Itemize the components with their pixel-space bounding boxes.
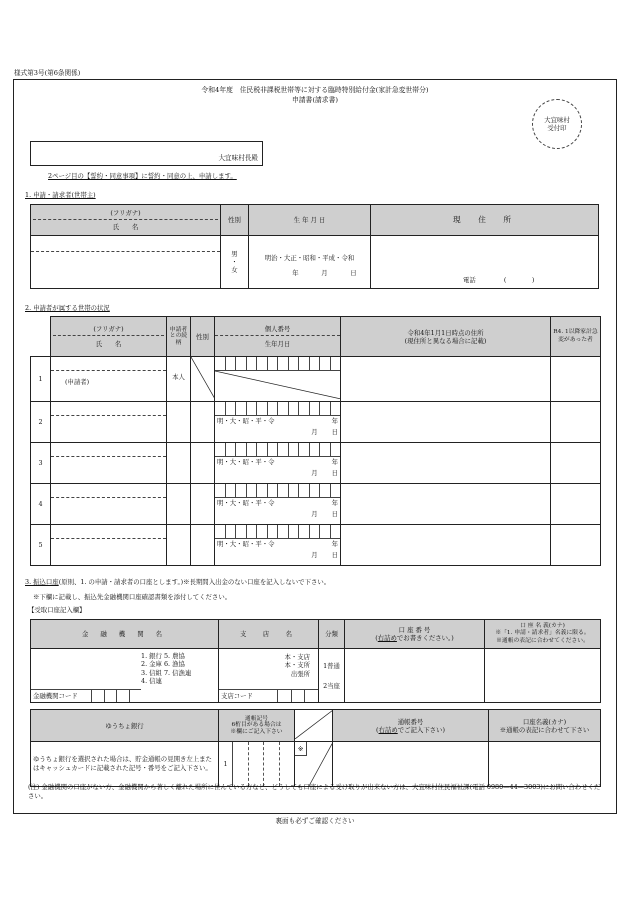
section3-note: ※下欄に記載し、振込先金融機関口座確認書類を添付してください。 [33,593,232,601]
sex-male: 男 [231,250,238,258]
passbook-number-note-b: でご記入下さい [397,725,443,734]
year-unit: 年 [292,268,299,277]
month-unit: 月 [321,268,328,277]
bank-type-4: 4. 信連 [141,676,162,685]
sex-sep: ・ [231,258,238,266]
personal-number-cell[interactable] [215,525,341,566]
hh-dob-label: 生年月日 [264,340,291,348]
relation-cell[interactable] [167,525,191,566]
hh-name-cell[interactable] [51,484,167,525]
era-short: 明・大・昭・平・令 [217,417,275,425]
dob-header: 生 年 月 日 [249,205,371,236]
diagonal-slash [191,357,215,399]
hh-sex-cell[interactable] [191,525,215,566]
passbook-note1: 6桁目がある場合は [231,722,282,729]
self-label: 本人 [167,357,191,402]
passbook-code-label: 通帳記号 [244,715,269,722]
day-unit: 日 [331,428,338,436]
applicant-sex-cell[interactable] [221,236,249,289]
branch-type-2: 本・支所 [284,661,310,670]
personal-number-cell[interactable] [215,443,341,484]
relation-cell[interactable] [167,484,191,525]
row-number: 2 [31,402,51,443]
account-number-header: 口 座 番 号 (右詰めでお書きください。) [345,620,485,649]
hh-address-cell[interactable] [341,525,551,566]
row-number: 5 [31,525,51,566]
section2-heading: 2. 申請者が属する世帯の状況 [25,304,110,312]
hh-name-cell[interactable] [51,402,167,443]
hh-address-cell[interactable] [341,484,551,525]
reception-stamp [532,99,582,149]
era-short: 明・大・昭・平・令 [217,499,275,507]
account-number-label: 口 座 番 号 [398,626,431,634]
type-cell[interactable] [319,649,345,703]
phone-label: 電話 [463,276,476,284]
r4-cell[interactable] [551,402,601,443]
code-first-digit: 1 [219,742,233,786]
hh-address-cell[interactable] [341,402,551,443]
hh-address-line2: (現住所と異なる場合に記載) [404,336,487,345]
row-number: 1 [31,357,51,402]
class-ordinary: 1普通 [323,661,340,670]
month-unit: 月 [311,469,318,477]
branch-type-1: 本・支店 [284,653,310,661]
form-subtitle: 申請書(請求書) [291,96,339,104]
relation-header: 申請者との続柄 [167,317,191,357]
code-mark-cell[interactable] [295,742,333,787]
hh-address-header [341,317,551,357]
yucho-table [30,709,601,787]
section3-subheading: 【受取口座記入欄】 [28,606,86,614]
table-row [31,402,601,443]
era-short: 明・大・昭・平・令 [217,458,275,466]
table-row [31,484,601,525]
section3-heading [25,578,330,586]
hh-name-cell[interactable] [51,443,167,484]
bank-code-label: 金融機関コード [33,692,78,700]
relation-cell[interactable] [167,443,191,484]
hh-sex-cell[interactable] [191,402,215,443]
hh-address-cell[interactable] [341,357,551,402]
holder-note1: ※「1. 申請・請求者」名義に限る。 [495,630,590,637]
holder-note2: ※通帳の表記に合わせてください。 [496,637,589,644]
personal-number-cell[interactable] [215,402,341,443]
household-table [30,316,601,566]
hh-furigana-label: (フリガナ) [53,325,164,336]
hh-name-cell[interactable] [51,357,167,402]
day-unit: 日 [331,510,338,518]
yucho-holder-cell[interactable] [489,742,601,787]
holder-name-label: 口 座 名 義(カナ) [520,623,565,630]
form-title: 令和4年度 住民税非課税世帯等に対する臨時特別給付金(家計急変世帯分) [201,86,429,94]
table-row [31,357,601,402]
passbook-code-header [219,710,295,742]
hh-name-header [51,317,167,357]
passbook-number-label: 通帳番号 [397,717,424,726]
passbook-note2: ※欄にご記入下さい [230,728,283,735]
hh-sex-cell[interactable] [191,443,215,484]
month-unit: 月 [311,428,318,436]
bank-name-cell[interactable] [31,649,219,703]
applicant-address-cell[interactable] [371,236,599,289]
r4-cell[interactable] [551,443,601,484]
stamp-line2: 受付印 [547,124,567,132]
account-note-a: 右詰め [377,634,397,642]
row-number: 3 [31,443,51,484]
name-label: 氏 名 [112,223,139,231]
form-number: 様式第3号(第6条関係) [14,69,81,77]
yucho-holder-header [489,710,601,742]
day-unit: 日 [331,469,338,477]
bank-table [30,619,601,703]
bank-type-2: 2. 金庫 6. 漁協 [141,660,185,669]
yucho-holder-note: ※通帳の表記に合わせて下さい [499,725,590,734]
sex-female: 女 [231,266,238,274]
branch-name-cell[interactable] [219,649,319,703]
branch-code-label: 支店コード [221,692,253,700]
day-unit: 日 [350,268,357,277]
month-unit: 月 [311,510,318,518]
year-unit: 年 [331,417,338,425]
bank-name-header: 金 融 機 関 名 [31,620,219,649]
applicant-dob-cell[interactable] [249,236,371,289]
applicant-name-cell[interactable] [31,236,221,289]
passbook-code-cell[interactable] [219,742,295,787]
r4-cell[interactable] [551,525,601,566]
row-number: 4 [31,484,51,525]
applicant-table [30,204,599,289]
addressee-box [30,141,263,166]
year-unit: 年 [331,458,338,466]
class-current: 2当座 [323,681,340,690]
year-unit: 年 [331,540,338,548]
diagonal-slash [215,371,341,399]
diagonal-slash [295,710,333,739]
furigana-label: (フリガナ) [33,209,218,220]
addressee: 大宜味村長殿 [218,153,258,162]
table-row [31,443,601,484]
hh-name-label: 氏 名 [95,340,122,348]
footnote: (注) 金融機関の口座がない方、金融機関から著しく離れた場所に住んでいる方など、どうしても口座による受け取りが出来ない方は、大宜味村住民福祉課(電話 0980—44—3003)にお問い合わせください。 [28,783,601,801]
diagonal-slash [295,742,333,786]
pledge-text: 2ページ目の【誓約・同意事項】に誓約・同意の上、申請します。 [48,172,237,180]
holder-name-cell[interactable] [485,649,601,703]
yucho-instruction: ゆうちょ銀行を選択された場合は、貯金通帳の見開き左上またはキャッシュカードに記載された記号・番号をご記入下さい。 [31,742,219,787]
hh-sex-header: 性別 [191,317,215,357]
yucho-holder-label: 口座名義(カナ) [522,717,567,726]
section3-heading-a: 3. 振込口座 [25,578,59,586]
account-number-cell[interactable] [345,649,485,703]
hh-address-line1: 令和4年1月1日時点の住所 [407,328,484,337]
back-note: 裏面も必ずご確認ください [275,817,355,825]
era-short: 明・大・昭・平・令 [217,540,275,548]
bank-type-1: 1. 銀行 5. 農協 [141,652,185,660]
era-options: 明治・大正・昭和・平成・令和 [264,253,355,262]
stamp-line1: 大宜味村 [544,116,570,124]
type-header: 分類 [319,620,345,649]
table-row [31,525,601,566]
branch-name-header: 支 店 名 [219,620,319,649]
year-unit: 年 [331,499,338,507]
section3-heading-b: (原則、1. の申請・請求者の口座とします。)※長期間入出金のない口座を記入しないで下さい。 [58,578,331,586]
relation-cell[interactable] [167,402,191,443]
account-note-b: でお書きください。 [396,634,452,642]
personal-number-cell[interactable] [215,357,341,402]
r4-cell[interactable] [551,484,601,525]
day-unit: 日 [331,551,338,559]
branch-type-3: 出張所 [290,669,310,678]
r4-header: R4. 1以降家計急変があった者 [551,317,601,357]
applicant-label: (申請者) [65,378,90,386]
applicant-name-header [31,205,221,236]
section1-heading: 1. 申請・請求者(世帯主) [25,191,96,199]
personal-number-header [215,317,341,357]
r4-cell[interactable] [551,357,601,402]
slash-cell [295,710,333,742]
month-unit: 月 [311,551,318,559]
passbook-number-note-a: 右詰め [378,725,398,734]
passbook-number-cell[interactable] [333,742,489,787]
hh-name-cell[interactable] [51,525,167,566]
hh-sex-cell[interactable] [191,484,215,525]
sex-header: 性別 [221,205,249,236]
hh-address-cell[interactable] [341,443,551,484]
code-mark: ※ [295,742,307,756]
personal-number-cell[interactable] [215,484,341,525]
hh-sex-cell [191,357,215,402]
passbook-number-header: 通帳番号 (右詰めでご記入下さい) [333,710,489,742]
personal-number-label: 個人番号 [215,325,340,336]
address-header: 現 住 所 [371,205,599,236]
bank-type-3: 3. 信組 7. 信漁連 [141,668,192,677]
holder-name-header [485,620,601,649]
yucho-header: ゆうちょ銀行 [31,710,219,742]
phone-parens: ( ) [503,276,535,284]
